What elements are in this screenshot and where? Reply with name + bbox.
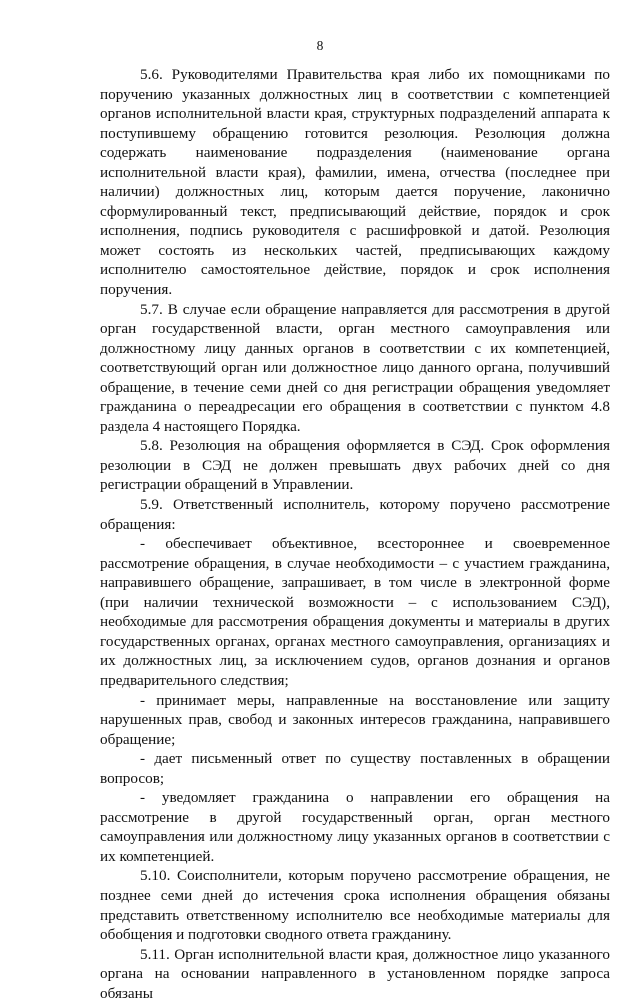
paragraph-5-6: 5.6. Руководителями Правительства края либо их помощниками по поручению указанных должностных лиц в соответствии с компетенцией органов исполнительной власти края, структурных подразделений аппарата к поступившему обращению готовится резолюция. Резолюция должна содержать наименование подразделения (наименование органа исполнительной власти края), фамилии, имена, отчества (последнее при наличии) должностных лиц, которым дается поручение, лаконично сформулированный текст, предписывающий действие, порядок и срок исполнения, подпись руководителя с расшифровкой и датой. Резолюция может состоять из нескольких частей, предписывающих каждому исполнителю самостоятельное действие, порядок и срок исполнения поручения. bbox=[100, 66, 610, 299]
paragraph-5-11: 5.11. Орган исполнительной власти края, должностное лицо указанного органа на основании направленного в установленном порядке запроса обязаны bbox=[100, 945, 610, 1002]
list-item-ensures-review: - обеспечивает объективное, всестороннее и своевременное рассмотрение обращения, в случае необходимости – с участием гражданина, направившего обращение, запрашивает, в том числе в электронной форме (при наличии технической возможности – с использованием СЭД), необходимые для рассмотрения обращения документы и материалы в других государственных органах, органах местного самоуправления, организациях и их должностных лиц, за исключением судов, органов дознания и органов предварительного следствия; bbox=[100, 535, 610, 689]
page-number: 8 bbox=[316, 38, 324, 53]
paragraph-5-9: 5.9. Ответственный исполнитель, которому поручено рассмотрение обращения: bbox=[100, 496, 610, 533]
paragraph-5-7: 5.7. В случае если обращение направляется для рассмотрения в другой орган государственной власти, орган местного самоуправления или должностному лицу данных органов в соответствии с их компетенцией, соответствующий орган или должностное лицо данного органа, получивший обращение, в течение семи дней со дня регистрации обращения уведомляет гражданина о переадресации его обращения в соответствии с пунктом 4.8 раздела 4 настоящего Порядка. bbox=[100, 300, 610, 435]
list-item-takes-measures: - принимает меры, направленные на восстановление или защиту нарушенных прав, свобод и законных интересов гражданина, направившего обращение; bbox=[100, 691, 610, 748]
list-item-notifies-citizen: - уведомляет гражданина о направлении его обращения на рассмотрение в другой государственный орган, орган местного самоуправления или должностному лицу указанных органов в соответствии с их компетенцией. bbox=[100, 789, 610, 865]
paragraph-5-10: 5.10. Соисполнители, которым поручено рассмотрение обращения, не позднее семи дней до истечения срока исполнения обращения обязаны представить ответственному исполнителю все необходимые материалы для обобщения и подготовки сводного ответа гражданину. bbox=[100, 867, 610, 944]
document-body bbox=[100, 65, 610, 1003]
list-item-written-answer: - дает письменный ответ по существу поставленных в обращении вопросов; bbox=[100, 750, 610, 787]
paragraph-5-8: 5.8. Резолюция на обращения оформляется в СЭД. Срок оформления резолюции в СЭД не должен превышать двух рабочих дней со дня регистрации обращений в Управлении. bbox=[100, 437, 610, 494]
